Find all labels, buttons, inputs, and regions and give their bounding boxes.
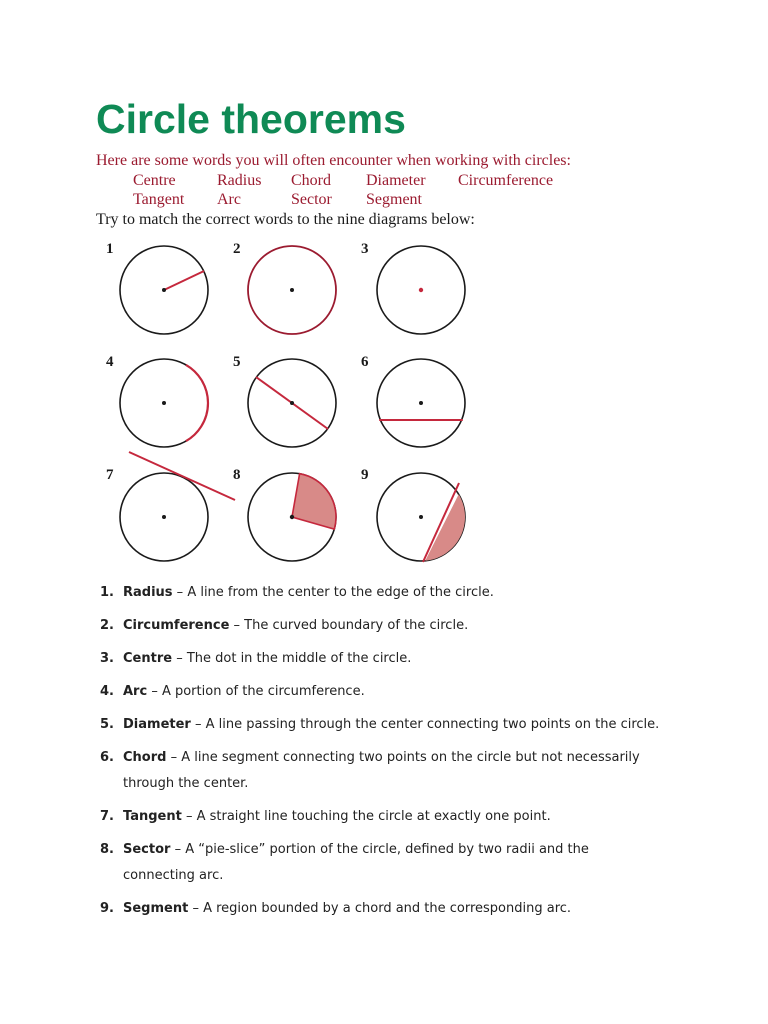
item-separator: – [188, 901, 204, 916]
diagram-number: 9 [361, 467, 369, 483]
item-number: 2. [100, 618, 114, 633]
item-term: Arc [123, 684, 148, 699]
diagram-3-centre [377, 246, 465, 334]
item-term: Segment [123, 901, 189, 916]
item-separator: – [147, 684, 162, 699]
word-sector: Sector [291, 191, 332, 208]
word-chord: Chord [291, 172, 331, 189]
diagram-number: 5 [233, 354, 241, 370]
diagram-4-arc [120, 359, 208, 447]
item-separator: – [190, 717, 206, 732]
instruction-text: Try to match the correct words to the nine diagrams below: [96, 211, 475, 228]
word-radius: Radius [217, 172, 262, 189]
item-term: Centre [123, 651, 173, 666]
item-number: 1. [100, 585, 114, 600]
item-number: 4. [100, 684, 114, 699]
diagram-8-sector [248, 473, 336, 561]
list-item [100, 646, 660, 672]
list-item [100, 613, 660, 639]
item-number: 6. [100, 750, 114, 765]
item-description: The curved boundary of the circle. [244, 618, 469, 633]
item-term: Chord [123, 750, 167, 765]
item-description: A line from the center to the edge of the circle. [187, 585, 494, 600]
item-description: A straight line touching the circle at exactly one point. [196, 809, 551, 824]
diagram-number: 8 [233, 467, 241, 483]
word-arc: Arc [217, 191, 241, 208]
diagram-number: 7 [106, 467, 114, 483]
item-number: 8. [100, 842, 114, 857]
diagram-1-radius [120, 246, 208, 334]
item-separator: – [172, 651, 187, 666]
item-number: 5. [100, 717, 114, 732]
item-number: 3. [100, 651, 114, 666]
item-term: Radius [123, 585, 173, 600]
word-diameter: Diameter [366, 172, 426, 189]
item-description: A portion of the circumference. [161, 684, 365, 699]
item-description: A “pie-slice” portion of the circle, defined by two radii and the connecting arc. [123, 842, 589, 883]
list-item [100, 712, 660, 738]
item-description: A line segment connecting two points on the circle but not necessarily through the center. [123, 750, 640, 791]
item-description: The dot in the middle of the circle. [186, 651, 412, 666]
word-segment: Segment [366, 191, 422, 208]
list-item [100, 745, 660, 797]
intro-text: Here are some words you will often encounter when working with circles: [96, 152, 571, 169]
list-item [100, 679, 660, 705]
item-description: A line passing through the center connecting two points on the circle. [205, 717, 660, 732]
diagram-7-tangent [120, 452, 235, 561]
word-circumference: Circumference [458, 172, 554, 189]
item-separator: – [170, 842, 186, 857]
item-number: 9. [100, 901, 114, 916]
word-tangent: Tangent [133, 191, 185, 208]
diagram-9-segment [377, 473, 465, 562]
diagram-2-circumference [248, 246, 336, 334]
item-number: 7. [100, 809, 114, 824]
word-centre: Centre [133, 172, 176, 189]
diagram-number: 3 [361, 241, 369, 257]
diagram-number: 2 [233, 241, 241, 257]
list-item [100, 580, 660, 606]
item-separator: – [181, 809, 197, 824]
item-term: Circumference [123, 618, 230, 633]
item-description: A region bounded by a chord and the corresponding arc. [203, 901, 572, 916]
item-separator: – [172, 585, 188, 600]
list-item [100, 896, 660, 922]
page-title: Circle theorems [96, 96, 406, 142]
diagram-number: 1 [106, 241, 114, 257]
item-term: Tangent [123, 809, 182, 824]
item-term: Diameter [123, 717, 191, 732]
diagram-6-chord [377, 359, 465, 447]
answer-list [100, 580, 660, 922]
list-item [100, 837, 660, 889]
item-separator: – [229, 618, 245, 633]
diagram-number: 4 [106, 354, 114, 370]
diagram-number: 6 [361, 354, 369, 370]
item-term: Sector [123, 842, 171, 857]
diagram-5-diameter [248, 359, 336, 447]
item-separator: – [166, 750, 182, 765]
list-item [100, 804, 660, 830]
